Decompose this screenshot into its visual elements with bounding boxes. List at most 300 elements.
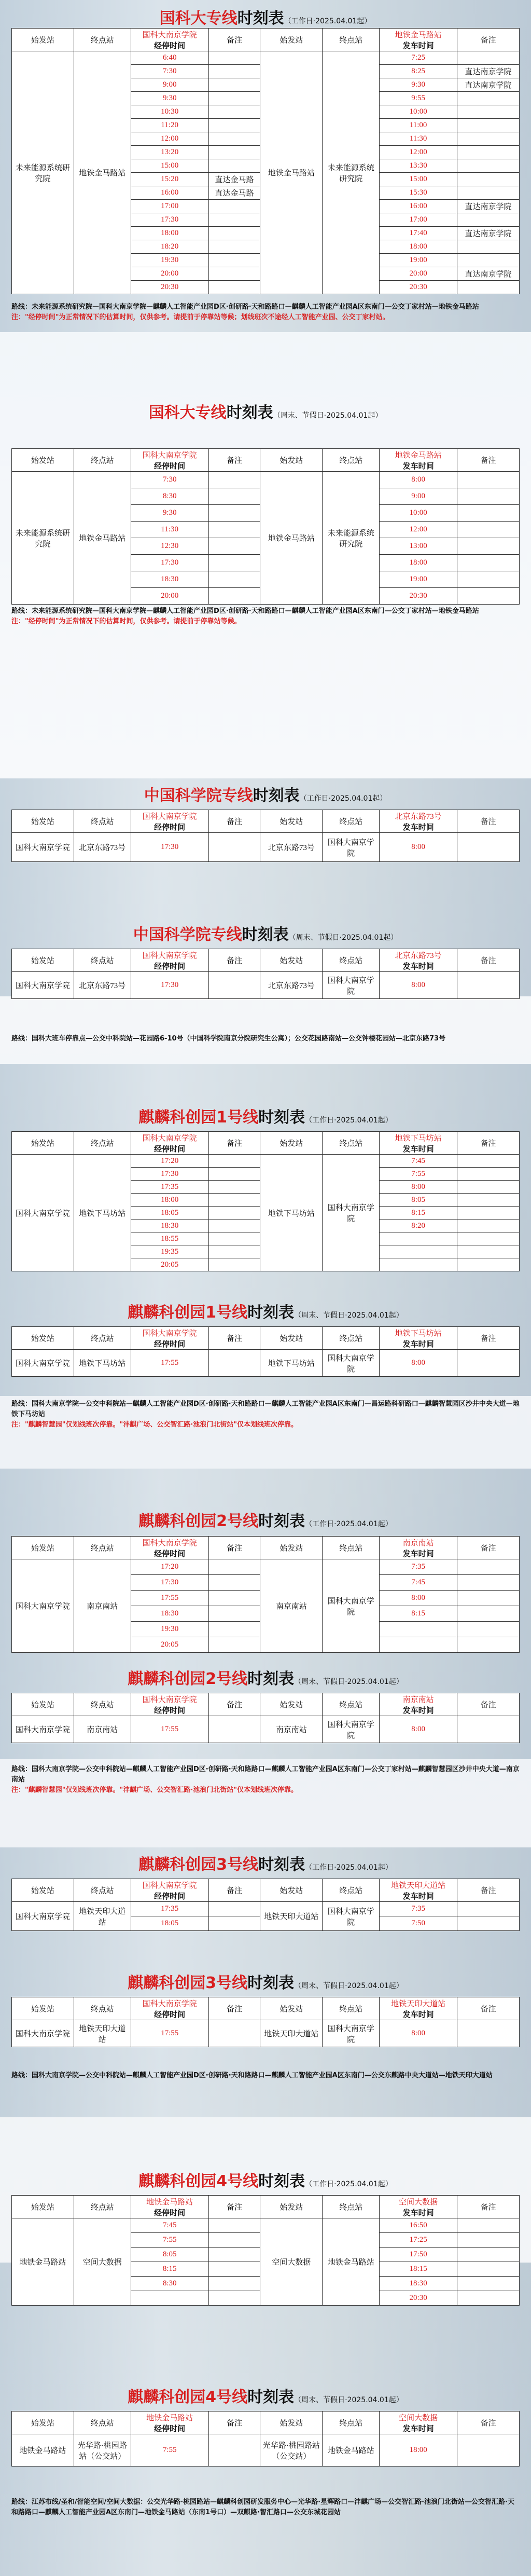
header-start: 始发站	[12, 29, 74, 51]
back-time: 18:00	[380, 2434, 457, 2467]
out-remark	[208, 281, 260, 294]
header-stop-out-sub: 经停时间	[154, 962, 186, 971]
back-time: 8:00	[380, 833, 457, 862]
header-start: 始发站	[260, 1327, 323, 1350]
header-remark: 备注	[208, 1879, 260, 1902]
out-remark	[208, 1916, 260, 1931]
header-stop-back-sub: 发车时间	[402, 2424, 434, 2433]
out-end-station: 空间大数据	[74, 2218, 131, 2306]
back-remark	[457, 2218, 520, 2233]
header-remark: 备注	[457, 1693, 520, 1716]
header-start: 始发站	[12, 1879, 74, 1902]
header-end: 终点站	[74, 2411, 131, 2434]
table-row	[12, 833, 520, 862]
back-remark	[457, 119, 520, 132]
out-start-station: 国科大南京学院	[12, 1155, 74, 1271]
header-remark: 备注	[457, 810, 520, 833]
header-start: 始发站	[260, 2196, 323, 2218]
out-remark	[208, 588, 260, 605]
out-remark	[208, 200, 260, 213]
back-time: 7:45	[380, 1155, 457, 1168]
header-stop-back-name: 空间大数据	[399, 2414, 438, 2422]
out-remark	[208, 1902, 260, 1916]
back-end-station: 国科大南京学院	[323, 1350, 380, 1377]
header-stop-back-name: 地铁下马坊站	[395, 1329, 442, 1338]
out-remark	[208, 571, 260, 588]
back-end-station: 国科大南京学院	[323, 1559, 380, 1653]
back-remark	[457, 132, 520, 146]
back-time: 8:20	[380, 1220, 457, 1232]
back-start-station: 北京东路73号	[260, 833, 323, 862]
back-time: 18:00	[380, 555, 457, 571]
out-time: 16:00	[131, 186, 208, 200]
out-end-station: 光华路·桃园路站（公交站）	[74, 2434, 131, 2467]
out-remark	[208, 105, 260, 119]
back-time: 8:00	[380, 472, 457, 488]
header-remark: 备注	[208, 949, 260, 972]
header-stop-back-sub: 发车时间	[402, 1892, 434, 1901]
back-time: 17:50	[380, 2248, 457, 2262]
header-stop-back-sub: 发车时间	[402, 2209, 434, 2217]
header-stop-out-sub: 经停时间	[154, 2424, 186, 2433]
back-time: 16:00	[380, 200, 457, 213]
out-time: 17:30	[131, 1575, 208, 1591]
header-start: 始发站	[260, 810, 323, 833]
header-stop-back	[380, 1693, 457, 1716]
back-remark: 直达南京学院	[457, 65, 520, 78]
header-start: 始发站	[260, 1879, 323, 1902]
out-remark	[208, 1716, 260, 1743]
table-header-row	[12, 810, 520, 833]
header-end: 终点站	[74, 1537, 131, 1559]
back-start-station: 地铁金马路站	[260, 472, 323, 605]
out-time: 6:40	[131, 51, 208, 65]
header-start: 始发站	[12, 1327, 74, 1350]
section-12-title: 麒麟科创园4号线时刻表（周末、节假日·2025.04.01起）	[128, 2388, 403, 2406]
header-stop-back-name: 南京南站	[402, 1539, 434, 1547]
out-time: 17:30	[131, 213, 208, 227]
back-remark	[457, 2291, 520, 2306]
out-time: 11:20	[131, 119, 208, 132]
table-row	[12, 972, 520, 999]
out-remark	[208, 1181, 260, 1194]
header-stop-out-name: 地铁金马路站	[146, 2198, 193, 2207]
table-header-row	[12, 1879, 520, 1902]
out-end-station: 地铁天印大道站	[74, 2020, 131, 2047]
back-remark: 直达南京学院	[457, 267, 520, 281]
back-remark	[457, 1606, 520, 1622]
table-header-row	[12, 1327, 520, 1350]
table-row	[12, 2434, 520, 2467]
header-stop-back	[380, 29, 457, 51]
header-remark: 备注	[457, 1327, 520, 1350]
header-stop-back	[380, 1879, 457, 1902]
back-start-station: 南京南站	[260, 1559, 323, 1653]
back-time: 17:25	[380, 2233, 457, 2248]
back-remark	[457, 588, 520, 605]
out-time: 17:00	[131, 200, 208, 213]
header-stop-back	[380, 1327, 457, 1350]
back-time: 17:40	[380, 227, 457, 240]
header-end: 终点站	[74, 1132, 131, 1155]
header-end: 终点站	[74, 449, 131, 472]
header-stop-out-name: 国科大南京学院	[142, 1329, 197, 1338]
header-remark: 备注	[457, 1879, 520, 1902]
back-start-station: 地铁下马坊站	[260, 1155, 323, 1271]
back-remark	[457, 2248, 520, 2262]
section-10-title: 麒麟科创园3号线时刻表（周末、节假日·2025.04.01起）	[128, 1974, 403, 1992]
out-time: 17:35	[131, 1902, 208, 1916]
header-stop-back-sub: 发车时间	[402, 1145, 434, 1154]
back-time: 17:00	[380, 213, 457, 227]
header-stop-out	[131, 2196, 208, 2218]
back-remark	[457, 1220, 520, 1232]
out-remark	[208, 2277, 260, 2291]
header-remark: 备注	[457, 2196, 520, 2218]
header-remark: 备注	[208, 2411, 260, 2434]
header-end: 终点站	[323, 1537, 380, 1559]
out-time: 17:30	[131, 1168, 208, 1181]
header-stop-back	[380, 1537, 457, 1559]
out-remark	[208, 78, 260, 92]
out-time: 18:30	[131, 1220, 208, 1232]
out-time: 20:30	[131, 281, 208, 294]
header-stop-out	[131, 1327, 208, 1350]
out-remark	[208, 2248, 260, 2262]
header-start: 始发站	[260, 2411, 323, 2434]
back-remark	[457, 92, 520, 105]
out-time: 7:30	[131, 65, 208, 78]
header-end: 终点站	[323, 810, 380, 833]
timetable-sec6	[11, 1326, 520, 1377]
back-remark	[457, 488, 520, 505]
out-start-station: 国科大南京学院	[12, 2020, 74, 2047]
timetable-sec4	[11, 949, 520, 999]
back-remark	[457, 51, 520, 65]
back-time-empty	[380, 1258, 457, 1271]
header-remark: 备注	[208, 29, 260, 51]
out-remark	[208, 1350, 260, 1377]
table-header-row	[12, 949, 520, 972]
back-remark	[457, 505, 520, 522]
header-stop-back	[380, 810, 457, 833]
back-time: 8:00	[380, 1591, 457, 1606]
route-note-sec2: 路线：未来能源系统研究院—国科大南京学院—麒麟人工智能产业园D区·创研路·天和路路口—麒麟人工智能产业园A区东南门—公交丁家村站—地铁金马路站 注："经停时间"为正常情况下的估算时间，仅供参考。请提前于停靠站等候。	[11, 607, 479, 625]
header-end: 终点站	[323, 1327, 380, 1350]
header-stop-back-sub: 发车时间	[402, 962, 434, 971]
section-3-title: 中国科学院专线时刻表（工作日·2025.04.01起）	[144, 787, 387, 805]
header-stop-out-sub: 经停时间	[154, 462, 186, 471]
header-stop-back-sub: 发车时间	[402, 1550, 434, 1558]
header-start: 始发站	[260, 1537, 323, 1559]
header-stop-back	[380, 1997, 457, 2020]
out-remark	[208, 2218, 260, 2233]
route-note-sec12: 路线：江苏布线/圣和/智能空间/空间大数据：公交光华路·桃园路站—麒麟科创园研发服务中心—光华路·星辉路口—沣麒广场—公交智汇路·池浪门北街站—公交智汇路·天和路路口—麒麟人工智能产业园A区东南门—地铁金马路站（东南1号口）—双麒路·智汇路口—公交东城花园站	[11, 2498, 514, 2516]
out-time: 17:20	[131, 1559, 208, 1575]
out-start-station: 地铁金马路站	[12, 2434, 74, 2467]
out-remark	[208, 240, 260, 254]
timetable-sec9	[11, 1879, 520, 1931]
back-remark	[457, 1258, 520, 1271]
out-remark	[208, 1258, 260, 1271]
out-remark	[208, 119, 260, 132]
section-2-title: 国科大专线时刻表（周末、节假日·2025.04.01起）	[148, 404, 383, 422]
header-remark: 备注	[208, 1537, 260, 1559]
table-header-row	[12, 1537, 520, 1559]
back-start-station: 空间大数据	[260, 2218, 323, 2306]
out-remark	[208, 1559, 260, 1575]
header-stop-out-name: 地铁金马路站	[146, 2414, 193, 2422]
header-remark: 备注	[457, 29, 520, 51]
table-header-row	[12, 2196, 520, 2218]
out-time: 19:30	[131, 254, 208, 267]
out-remark	[208, 1637, 260, 1653]
back-time: 11:00	[380, 119, 457, 132]
out-time: 11:30	[131, 522, 208, 538]
header-end: 终点站	[74, 29, 131, 51]
header-stop-back-name: 地铁下马坊站	[395, 1134, 442, 1143]
back-time: 8:00	[380, 1350, 457, 1377]
back-time: 13:00	[380, 538, 457, 555]
back-time: 18:00	[380, 240, 457, 254]
header-end: 终点站	[74, 810, 131, 833]
out-remark	[208, 1232, 260, 1245]
out-remark	[208, 1245, 260, 1258]
out-remark	[208, 833, 260, 862]
header-remark: 备注	[208, 1132, 260, 1155]
out-remark	[208, 92, 260, 105]
out-start-station: 未来能源系统研究院	[12, 51, 74, 294]
section-7-title: 麒麟科创园2号线时刻表（工作日·2025.04.01起）	[138, 1512, 393, 1530]
out-remark: 直达金马路	[208, 186, 260, 200]
back-remark	[457, 1207, 520, 1220]
back-remark	[457, 1181, 520, 1194]
header-remark: 备注	[457, 2411, 520, 2434]
table-header-row	[12, 1693, 520, 1716]
header-end: 终点站	[323, 949, 380, 972]
header-stop-out-sub: 经停时间	[154, 1706, 186, 1715]
back-remark	[457, 1194, 520, 1207]
back-time: 20:30	[380, 2291, 457, 2306]
header-end: 终点站	[323, 2196, 380, 2218]
out-remark	[208, 132, 260, 146]
header-stop-out-sub: 经停时间	[154, 823, 186, 832]
out-remark	[208, 505, 260, 522]
header-stop-out-sub: 经停时间	[154, 1145, 186, 1154]
header-stop-out-sub: 经停时间	[154, 1550, 186, 1558]
out-time: 12:00	[131, 132, 208, 146]
back-remark	[457, 2262, 520, 2277]
back-time: 18:30	[380, 2277, 457, 2291]
header-stop-out	[131, 1537, 208, 1559]
route-note-sec10: 路线：国科大南京学院—公交中科院站—麒麟人工智能产业园D区·创研路·天和路路口—麒麟人工智能产业园A区东南门—公交东麒路中央大道站—地铁天印大道站	[11, 2072, 493, 2079]
out-time: 13:20	[131, 146, 208, 159]
header-start: 始发站	[260, 449, 323, 472]
out-time: 9:00	[131, 78, 208, 92]
header-end: 终点站	[323, 1132, 380, 1155]
header-stop-out-sub: 经停时间	[154, 1892, 186, 1901]
out-time: 8:30	[131, 488, 208, 505]
back-time: 18:15	[380, 2262, 457, 2277]
header-stop-out-name: 国科大南京学院	[142, 1134, 197, 1143]
timetable-sec7	[11, 1536, 520, 1653]
back-remark	[457, 538, 520, 555]
header-stop-back	[380, 949, 457, 972]
header-start: 始发站	[260, 949, 323, 972]
back-remark	[457, 159, 520, 173]
header-start: 始发站	[12, 1537, 74, 1559]
back-time: 10:00	[380, 505, 457, 522]
back-time: 9:55	[380, 92, 457, 105]
header-stop-back-name: 空间大数据	[399, 2198, 438, 2207]
back-time: 7:35	[380, 1902, 457, 1916]
back-remark	[457, 1168, 520, 1181]
out-time: 19:35	[131, 1245, 208, 1258]
out-end-station: 地铁下马坊站	[74, 1350, 131, 1377]
out-remark	[208, 1207, 260, 1220]
header-stop-back-name: 地铁天印大道站	[391, 1881, 446, 1890]
back-time: 20:30	[380, 281, 457, 294]
back-remark	[457, 1232, 520, 1245]
header-remark: 备注	[208, 1327, 260, 1350]
out-time: 20:00	[131, 267, 208, 281]
header-end: 终点站	[74, 2196, 131, 2218]
back-remark	[457, 2434, 520, 2467]
header-stop-out-sub: 经停时间	[154, 2010, 186, 2019]
out-time: 20:05	[131, 1258, 208, 1271]
out-time: 18:30	[131, 571, 208, 588]
out-time: 18:00	[131, 227, 208, 240]
header-stop-back-name: 地铁金马路站	[395, 31, 442, 39]
back-remark	[457, 1155, 520, 1168]
out-time: 7:55	[131, 2434, 208, 2467]
back-time: 20:00	[380, 267, 457, 281]
back-remark	[457, 1350, 520, 1377]
timetable-sec11	[11, 2195, 520, 2306]
header-stop-out-name: 国科大南京学院	[142, 1881, 197, 1890]
back-remark	[457, 472, 520, 488]
header-stop-back-sub: 发车时间	[402, 2010, 434, 2019]
header-stop-out-name: 国科大南京学院	[142, 951, 197, 960]
out-remark	[208, 538, 260, 555]
out-time: 9:30	[131, 92, 208, 105]
back-remark	[457, 105, 520, 119]
out-start-station: 未来能源系统研究院	[12, 472, 74, 605]
header-stop-out-sub: 经停时间	[154, 42, 186, 50]
back-time-empty	[380, 1245, 457, 1258]
header-stop-out-name: 国科大南京学院	[142, 451, 197, 460]
out-remark	[208, 2434, 260, 2467]
table-row	[12, 2020, 520, 2047]
back-start-station: 光华路·桃园路站（公交站）	[260, 2434, 323, 2467]
header-stop-out	[131, 1132, 208, 1155]
route-note-sec4: 路线：国科大班车停靠点—公交中科院站—花园路6-10号（中国科学院南京分院研究生公寓）；公交花园路南站—公交钟楼花园站—北京东路73号	[11, 1035, 446, 1043]
section-11-title: 麒麟科创园4号线时刻表（工作日·2025.04.01起）	[138, 2172, 393, 2190]
out-start-station: 国科大南京学院	[12, 972, 74, 999]
out-time: 18:00	[131, 1194, 208, 1207]
header-start: 始发站	[12, 2411, 74, 2434]
out-remark	[208, 1575, 260, 1591]
out-time: 15:20	[131, 173, 208, 186]
back-time: 8:00	[380, 972, 457, 999]
back-time: 8:25	[380, 65, 457, 78]
out-remark	[208, 1220, 260, 1232]
back-time: 8:15	[380, 1606, 457, 1622]
back-remark	[457, 1245, 520, 1258]
back-start-station: 地铁天印大道站	[260, 1902, 323, 1931]
header-stop-back	[380, 2411, 457, 2434]
header-start: 始发站	[12, 2196, 74, 2218]
header-end: 终点站	[74, 1879, 131, 1902]
out-end-station: 地铁下马坊站	[74, 1155, 131, 1271]
back-end-station: 地铁金马路站	[323, 2434, 380, 2467]
back-remark	[457, 1637, 520, 1653]
back-time: 11:30	[380, 132, 457, 146]
out-remark	[208, 1591, 260, 1606]
out-remark	[208, 1155, 260, 1168]
out-remark	[208, 2233, 260, 2248]
header-stop-out-sub: 经停时间	[154, 1340, 186, 1349]
back-end-station: 未来能源系统研究院	[323, 472, 380, 605]
header-stop-back-name: 南京南站	[402, 1695, 434, 1704]
back-time: 9:30	[380, 78, 457, 92]
out-time: 12:30	[131, 538, 208, 555]
out-remark	[208, 227, 260, 240]
out-end-station: 北京东路73号	[74, 972, 131, 999]
back-start-station: 地铁天印大道站	[260, 2020, 323, 2047]
back-remark	[457, 1559, 520, 1575]
timetable-sec1	[11, 28, 520, 294]
header-stop-back	[380, 2196, 457, 2218]
table-row	[12, 1155, 520, 1168]
out-time: 15:00	[131, 159, 208, 173]
out-time: 7:30	[131, 472, 208, 488]
header-end: 终点站	[323, 2411, 380, 2434]
table-header-row	[12, 2411, 520, 2434]
out-time: 19:30	[131, 1622, 208, 1637]
header-remark: 备注	[208, 449, 260, 472]
back-remark	[457, 522, 520, 538]
out-end-station: 地铁金马路站	[74, 51, 131, 294]
route-note-sec6: 路线：国科大南京学院—公交中科院站—麒麟人工智能产业园D区·创研路·天和路路口—麒麟人工智能产业园A区东南门—昌运路科研路口—麒麟智慧园区沙井中央大道—地铁下马坊站 注："麒麟智慧园"仅划线班次停靠。"沣麒广场、公交智汇路·池浪门北街站"仅本划线班次停靠。	[11, 1400, 520, 1429]
header-remark: 备注	[457, 1132, 520, 1155]
out-time: 17:30	[131, 833, 208, 862]
back-time: 15:00	[380, 173, 457, 186]
header-remark: 备注	[457, 449, 520, 472]
out-remark	[208, 146, 260, 159]
table-row	[12, 472, 520, 488]
out-remark	[208, 1168, 260, 1181]
header-start: 始发站	[260, 1693, 323, 1716]
back-remark	[457, 186, 520, 200]
out-end-station: 北京东路73号	[74, 833, 131, 862]
header-stop-out	[131, 1879, 208, 1902]
out-time: 17:55	[131, 1716, 208, 1743]
back-end-station: 地铁金马路站	[323, 2218, 380, 2306]
table-header-row	[12, 29, 520, 51]
back-remark: 直达南京学院	[457, 227, 520, 240]
out-time: 18:05	[131, 1916, 208, 1931]
back-remark	[457, 2277, 520, 2291]
header-stop-out	[131, 2411, 208, 2434]
back-remark	[457, 2020, 520, 2047]
out-remark	[208, 159, 260, 173]
header-start: 始发站	[260, 29, 323, 51]
back-time-empty	[380, 1232, 457, 1245]
header-stop-out	[131, 810, 208, 833]
back-remark: 直达南京学院	[457, 200, 520, 213]
header-end: 终点站	[74, 949, 131, 972]
